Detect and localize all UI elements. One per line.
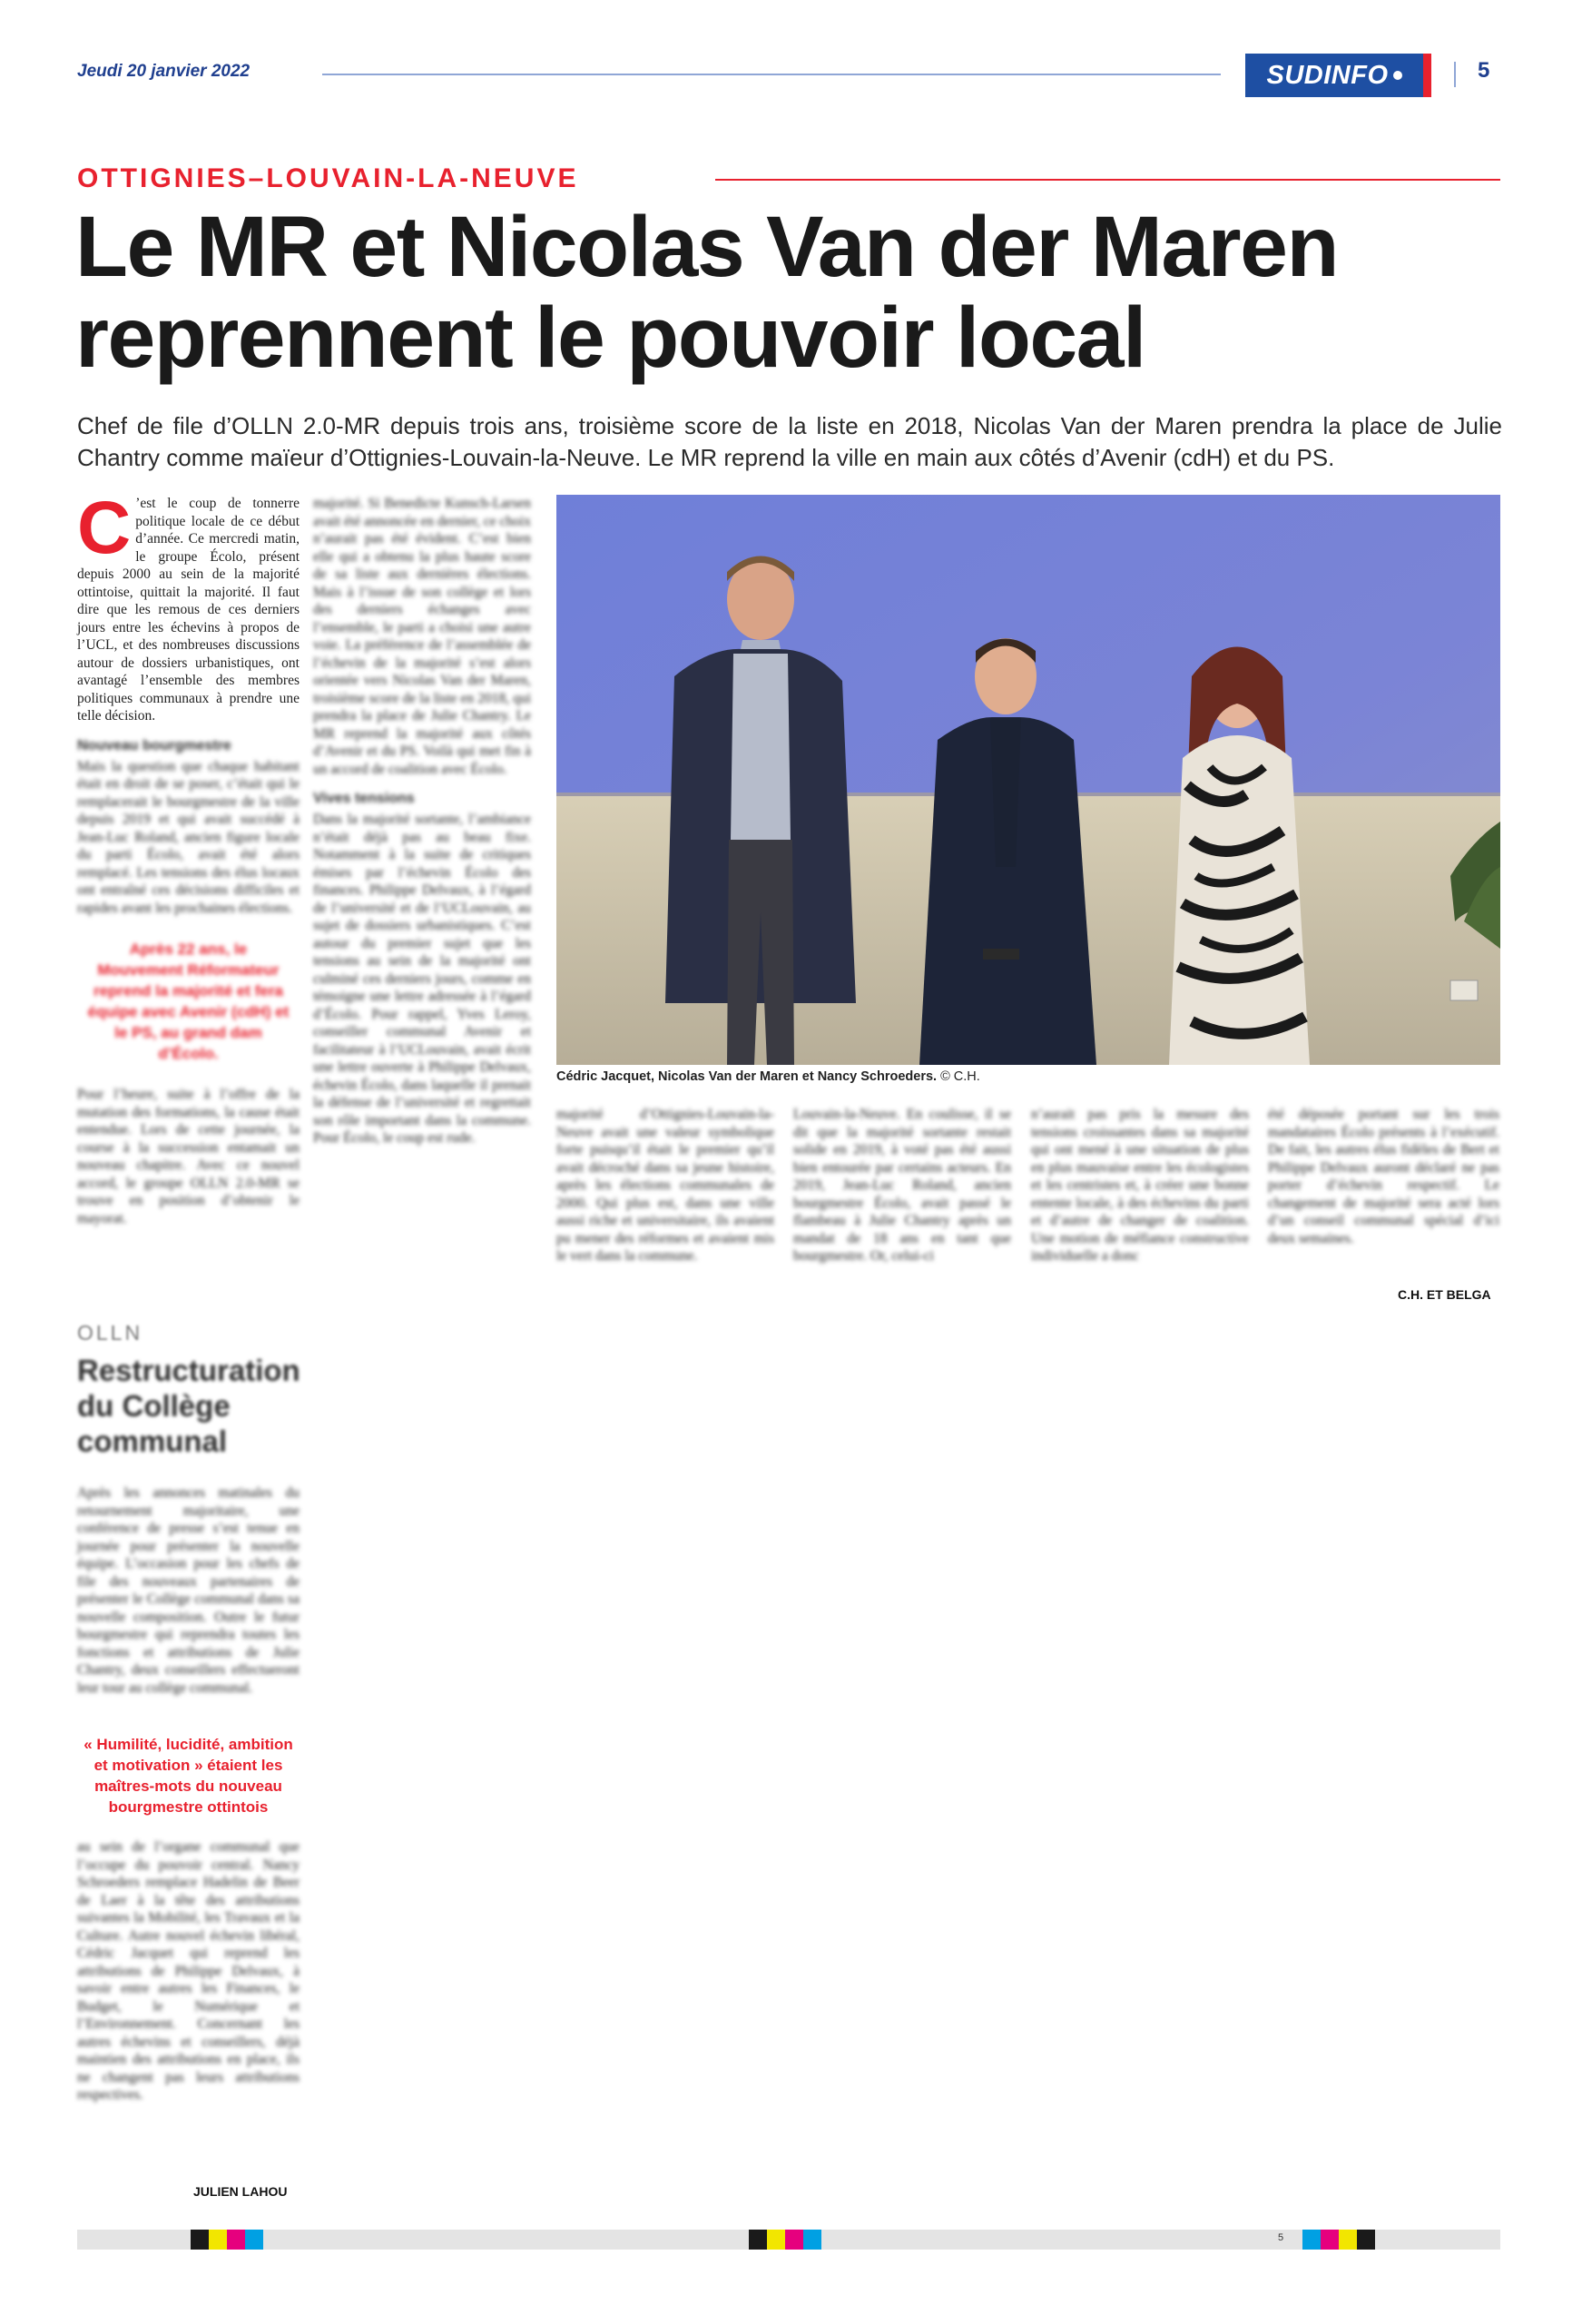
sidebar-title: Restructuration du Collège communal bbox=[77, 1354, 300, 1458]
blurred-text: Nouveau bourgmestre Mais la question que chaque habitant était en droit de se poser, c’était qui le remplacerait le bourgmestre de la ville depuis 2019 et qui avait succédé à Jean-Luc Roland, ancien figure locale du parti Écolo, avait été alors remplacé. Les tensions des élus locaux ont entraîné ces décisions difficiles et rapides avant les prochaines élections. Après 22 ans, le Mouvement Réformateur reprend la majorité et fera équipe avec Avenir (cdH) et le PS, au grand dam d’Écolo. Pour l’heure, suite à l’offre de la mutation des formations, la cause était entendue. Lors de cette journée, la course à la succession entamait un nouveau chapitre. Avec ce nouvel accord, le groupe OLLN 2.0-MR se trouve en position d’obtenir le mayorat. bbox=[77, 737, 300, 1226]
swatch-magenta bbox=[785, 2230, 803, 2250]
article-column-1 bbox=[77, 487, 300, 1227]
issue-date: Jeudi 20 janvier 2022 bbox=[77, 62, 251, 81]
swatch-yellow bbox=[767, 2230, 785, 2250]
photo-illustration bbox=[556, 495, 1500, 1065]
headline-line-2: reprennent le pouvoir local bbox=[75, 290, 1145, 386]
sidebar-credit: JULIEN LAHOU bbox=[193, 2184, 288, 2199]
article-column-4: Louvain-la-Neuve. En coulisse, il se dit que la majorité sortante restait solide en 2019, à voté pas été aussi bien entourée par certains acteurs. En 2019, Jean-Luc Roland, ancien bourgmestre Écolo, avait passé le flambeau à Julie Chantry après un mandat de 18 ans en tant que bourgmestre. Or, celui-ci bbox=[793, 1107, 1011, 1264]
sudinfo-logo bbox=[1245, 54, 1431, 97]
swatch-black bbox=[749, 2230, 767, 2250]
article-credit: C.H. ET BELGA bbox=[1398, 1287, 1491, 1302]
photo-caption bbox=[556, 1069, 980, 1084]
sidebar-quote-text: « Humilité, lucidité, ambition et motivation » étaient les maîtres-mots du nouveau bourgmestre ottintois bbox=[84, 1736, 293, 1816]
rubric-rule bbox=[715, 179, 1500, 181]
header-rule bbox=[322, 74, 1221, 75]
brand-name: SUDINFO bbox=[1266, 60, 1389, 90]
print-page-marker: 5 bbox=[1278, 2232, 1284, 2243]
headline-line-1: Le MR et Nicolas Van der Maren bbox=[75, 199, 1338, 295]
lead-paragraph: ’est le coup de tonnerre politique locale de ce début d’année. Ce mercredi matin, le groupe Écolo, présent depuis 2000 au sein de la majorité ottintoise, quittait la majorité. Il faut dire que les remous de ces derniers jours entre les échevins à propos de l’UCL, et des nombreuses discussions autour de dossiers urbanistiques, ont avantagé l’ensemble des membres politiques communaux à prendre une telle décision. bbox=[77, 496, 300, 724]
sidebar-text-2: au sein de l’organe communal que l’occupe du pouvoir central. Nancy Schroeders remplace Hadelin de Beer de Laer à la tête des attributions suivantes la Mobilité, les Travaux et la Culture. Autre nouvel échevin libéral, Cédric Jacquet qui reprend les attributions de Philippe Delvaux, à savoir entre autres les Finances, le Budget, le Numérique et l’Environnement. Concernant les autres échevins et conseillers, déjà maintien des attributions en place, ils ne changent pas leurs attributions respectives. bbox=[77, 1839, 300, 2102]
swatch-yellow bbox=[1339, 2230, 1357, 2250]
caption-names: Cédric Jacquet, Nicolas Van der Maren et Nancy Schroeders. bbox=[556, 1069, 938, 1084]
header-separator bbox=[1454, 62, 1456, 87]
sidebar-kicker: OLLN bbox=[77, 1321, 143, 1344]
swatch-black bbox=[191, 2230, 209, 2250]
article-rubric: OTTIGNIES–LOUVAIN-LA-NEUVE bbox=[77, 163, 579, 193]
swatch-cyan bbox=[1302, 2230, 1321, 2250]
page-number: 5 bbox=[1478, 58, 1490, 83]
article-column-3: majorité d’Ottignies-Louvain-la-Neuve avait une valeur symbolique forte puisqu’il était le premier qu’il avait décroché dans sa jeune histoire, après les élections communales de 2000. Qui plus est, dans une ville aussi riche et universitaire, ils avaient pu mener des réformes et avaient mis le vert dans la commune. bbox=[556, 1107, 774, 1264]
swatch-yellow bbox=[209, 2230, 227, 2250]
article-lead: Chef de file d’OLLN 2.0-MR depuis trois ans, troisième score de la liste en 2018, Nicolas Van der Maren prendra la place de Julie Chantry comme maïeur d’Ottignies-Louvain-la-Neuve. Le MR reprend la ville en main aux côtés d’Avenir (cdH) et du PS. bbox=[77, 412, 1502, 471]
sidebar-quote bbox=[77, 1734, 300, 1817]
article-column-2: majorité. Si Benedicte Kunsch-Larsen avait été annoncée en dernier, ce choix n’aurait pas été évident. C’est bien elle qui a obtenu la plus haute score de sa liste aux dernières élections. Mais à l’issue de son collège et lors des derniers échanges avec l’ensemble, le parti a choisi une autre voie. La préférence de l’assemblée de l’échevin de la majorité s’est alors orientée vers Nicolas Van der Maren, troisième score de la liste en 2018, qui prendra la place de Julie Chantry. Le MR reprend la majorité aux côtés d’Avenir et du PS. Voilà qui met fin à un accord de coalition avec Écolo. Vives tensions Dans la majorité sortante, l’ambiance n’était déjà pas au beau fixe. Notamment à la suite de critiques émises par l’échevin Écolo des finances. Philippe Delvaux, à l’égard de l’université et de l’UCLouvain, au sujet de dossiers urbanistiques. C’est autour du premier sujet que les tensions au sein de la majorité ont culminé ces derniers jours, comme en témoigne une lettre adressée à l’égard d’Écolo. Pour rappel, Yves Leroy, conseiller communal Avenir et facilitateur à l’UCLouvain, avait écrit une lettre ouverte à Philippe Delvaux, échevin Écolo, dans laquelle il prenait la défense de l’université et regrettait son rôle important dans la commune. Pour Écolo, le coup est rude. bbox=[313, 496, 531, 1146]
logo-dot-icon bbox=[1393, 71, 1402, 80]
swatch-black bbox=[1357, 2230, 1375, 2250]
sidebar-text-1: Après les annonces matinales du retournement majoritaire, une conférence de presse s’est tenue en journée pour présenter la nouvelle équipe. L’occasion pour les chefs de file des nouveaux partenaires de présenter le Collège communal dans sa nouvelle composition. Outre le futur bourgmestre qui reprendra toutes les fonctions et attributions de Julie Chantry, deux conseillers effectueront leur tour au collège communal. bbox=[77, 1485, 300, 1696]
article-column-5: n’aurait pas pris la mesure des tensions croissantes dans sa majorité qui ont mené à une situation de plus en plus mauvaise entre les écologistes et les centristes et, à créer une bonne entente locale, à des échevins du parti et d’autre de changer de coalition. Une motion de méfiance constructive individuelle a donc bbox=[1031, 1107, 1249, 1264]
swatch-magenta bbox=[1321, 2230, 1339, 2250]
swatch-cyan bbox=[803, 2230, 821, 2250]
article-photo bbox=[556, 495, 1500, 1065]
print-registration-bar bbox=[77, 2230, 1500, 2250]
swatch-cyan bbox=[245, 2230, 263, 2250]
swatch-magenta bbox=[227, 2230, 245, 2250]
caption-credit: © C.H. bbox=[940, 1069, 980, 1084]
headline bbox=[75, 199, 1509, 386]
article-column-6: été déposée portant sur les trois mandataires Écolo présents à l’exécutif. De fait, les autres élus fidèles de Bert et Philippe Delvaux auront déclaré ne pas porter d’échevin respectif. Le changement de majorité sera acté lors d’un conseil communal spécial d’ici deux semaines. bbox=[1268, 1107, 1499, 1246]
drop-cap: C bbox=[77, 487, 132, 569]
